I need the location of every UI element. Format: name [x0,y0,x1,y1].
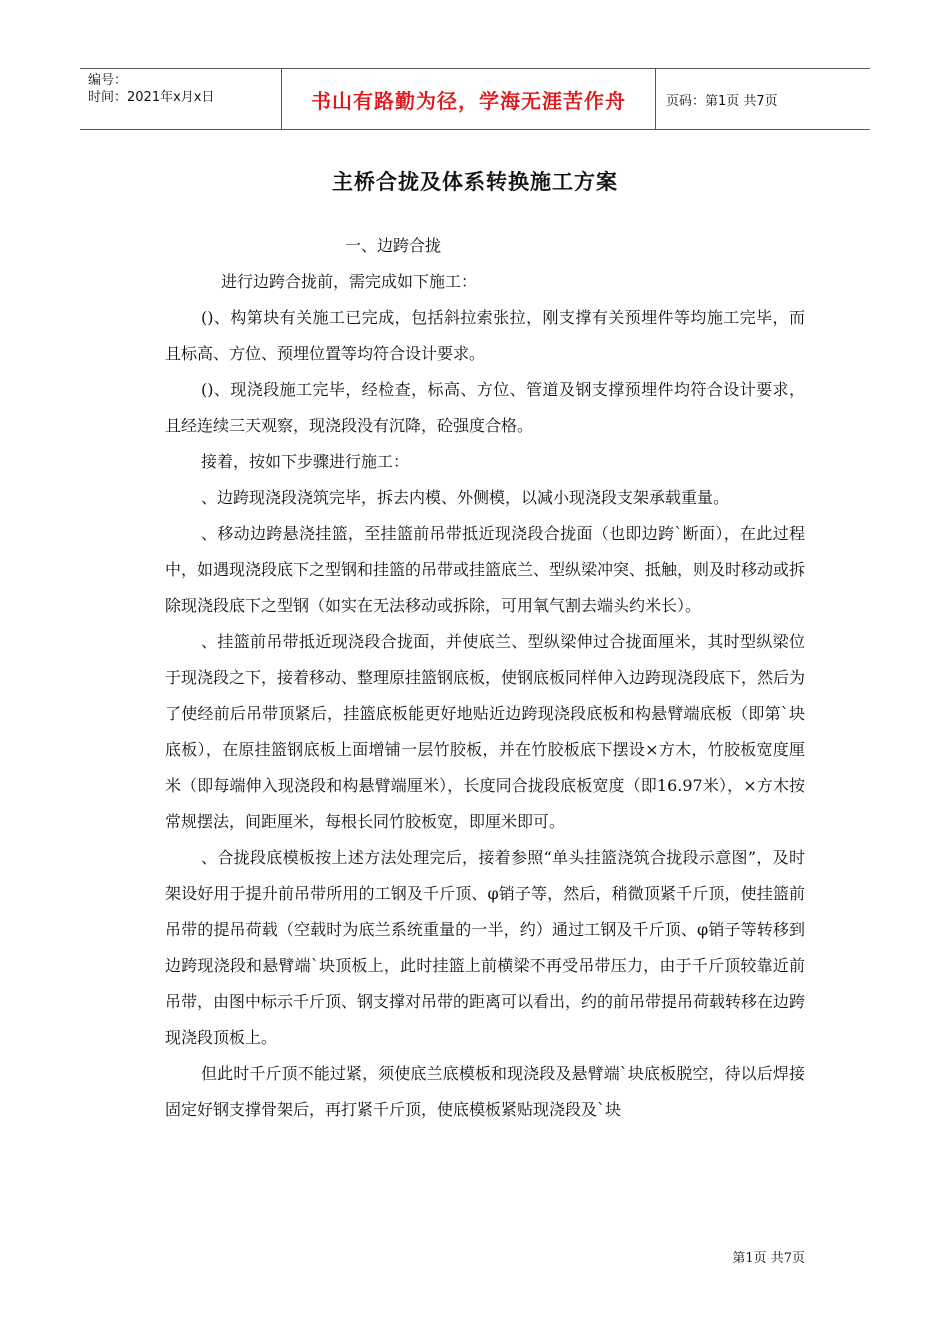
paragraph: 但此时千斤顶不能过紧，须使底兰底模板和现浇段及悬臂端`块底板脱空，待以后焊接固定好钢支撑骨架后，再打紧千斤顶，使底模板紧贴现浇段及`块 [165,1064,805,1119]
page-footer: 第1页 共7页 [732,1251,805,1266]
paragraph: 接着，按如下步骤进行施工： [201,452,410,471]
document-body [165,228,805,1128]
paragraph: ()、构第块有关施工已完成，包括斜拉索张拉，刚支撑有关预埋件等均施工完毕，而且标高、方位、预埋位置等均符合设计要求。 [165,308,805,363]
header-meta [80,69,282,129]
document-header [80,68,870,130]
paragraph: ()、现浇段施工完毕，经检查，标高、方位、管道及钢支撑预埋件均符合设计要求，且经连续三天观察，现浇段没有沉降，砼强度合格。 [165,380,805,435]
intro-paragraph: 进行边跨合拢前，需完成如下施工： [221,272,478,291]
paragraph: 、挂篮前吊带抵近现浇段合拢面，并使底兰、型纵梁伸过合拢面厘米，其时型纵梁位于现浇段之下，接着移动、整理原挂篮钢底板，使钢底板同样伸入边跨现浇段底下，然后为了使经前后吊带顶紧后，挂篮底板能更好地贴近边跨现浇段底板和构悬臂端底板（即第`块底板），在原挂篮钢底板上面增铺一层竹胶板，并在竹胶板底下摆设×方木，竹胶板宽度厘米（即每端伸入现浇段和构悬臂端厘米），长度同合拢段底板宽度（即16.97米），×方木按常规摆法，间距厘米，每根长同竹胶板宽，即厘米即可。 [165,632,806,831]
number-label: 编号： [88,73,128,88]
header-motto: 书山有路勤为径，学海无涯苦作舟 [282,69,656,129]
time-label: 时间：2021年x月x日 [88,90,215,105]
header-page-label: 页码：第1页 共7页 [666,93,778,109]
paragraph: 、移动边跨悬浇挂篮，至挂篮前吊带抵近现浇段合拢面（也即边跨`断面），在此过程中，如遇现浇段底下之型钢和挂篮的吊带或挂篮底兰、型纵梁冲突、抵触，则及时移动或拆除现浇段底下之型钢（如实在无法移动或拆除，可用氧气割去端头约米长）。 [165,524,806,615]
document-title: 主桥合拢及体系转换施工方案 [332,170,618,194]
paragraph: 、合拢段底模板按上述方法处理完后，接着参照“单头挂篮浇筑合拢段示意图”，及时架设好用于提升前吊带所用的工钢及千斤顶、φ销子等，然后，稍微顶紧千斤顶，使挂篮前吊带的提吊荷载（空载时为底兰系统重量的一半，约）通过工钢及千斤顶、φ销子等转移到边跨现浇段和悬臂端`块顶板上，此时挂篮上前横梁不再受吊带压力，由于千斤顶较靠近前吊带，由图中标示千斤顶、钢支撑对吊带的距离可以看出，约的前吊带提吊荷载转移在边跨现浇段顶板上。 [165,848,806,1047]
section-heading: 一、边跨合拢 [345,236,442,255]
paragraph: 、边跨现浇段浇筑完毕，拆去内模、外侧模，以减小现浇段支架承载重量。 [201,488,730,507]
